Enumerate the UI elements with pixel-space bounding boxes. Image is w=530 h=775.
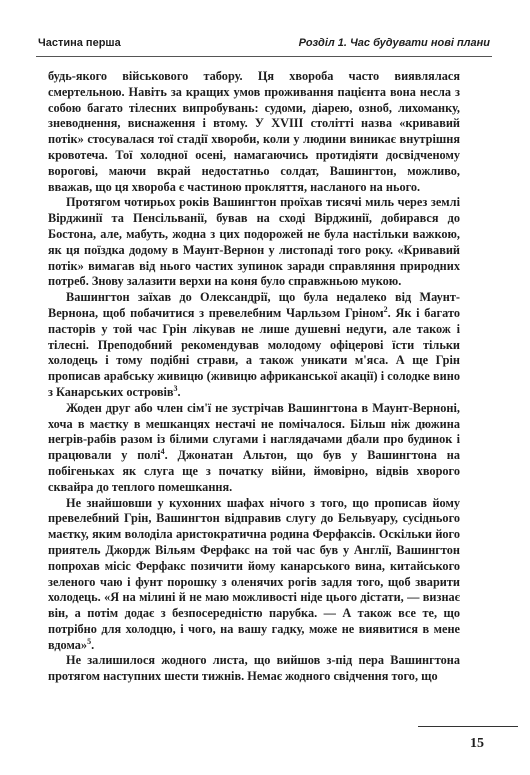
footnote-ref: 4 (160, 447, 165, 457)
footnote-ref: 3 (173, 383, 178, 393)
chapter-title: Розділ 1. Час будувати нові плани (298, 37, 490, 49)
paragraph-2: Протягом чотирьох років Вашингтон проїхав тисячі миль через землі Вірджинії та Пенсільванії, бував на сході Вірджинії, добирався до Бостона, але, мабуть, жодна з цих подорожей не була настільки важкою, як ця поїздка додому в Маунт-Вернон у листопаді того року. «Кривавий потік» вимагав від нього частих зупинок заради справляння природних потреб. Знову залазити верхи на коня було справжньою мукою. (48, 195, 460, 289)
paragraph-6: Не залишилося жодного листа, що вийшов з-під пера Вашингтона протягом наступних шести тижнів. Немає жодного свідчення того, що (48, 653, 460, 684)
page-number: 15 (470, 736, 484, 751)
paragraph-1: будь-якого військового табору. Ця хвороба часто виявлялася смертельною. Навіть за кращих умов проживання пацієнта вона несла з собою багато тілесних випробувань: судоми, діарею, озноб, лихоманку, зневоднення, виснаження і втому. У XVIII столітті назва «кривавий потік» стосувалася тої стадії хвороби, коли у людини виникає внутрішня кровотеча. Тої холодної осені, намагаючись протидіяти досвідченому ворогові, маючи вкрай недостатньо солдат, Вашингтон, можливо, вважав, що ця хвороба є частиною прокляття, насланого на нього. (48, 69, 460, 194)
paragraph-5: Не знайшовши у кухонних шафах нічого з того, що прописав йому превелебний Грін, Вашингтон відправив слугу до Бельвуару, сусіднього маєтку, яким володіла аристократична родина Ферфаксів. Оскільки його приятель Джордж Вільям Ферфакс на той час був у Англії, Вашингтон попрохав місіс Ферфакс позичити йому канарського вина, китайського зеленого чаю і фунт порошку з оленячих рогів задля того, щоб зварити холодець. «Я на мілині й не маю можливості ніде цього дістати, — визнає він, а потім додає з безпосередністю парубка. — А також все те, що потрібно для холодцю, і чого, на вашу гадку, може не виявитися в мене вдома»$^5$. (48, 495, 460, 652)
footnote-ref: 2 (383, 304, 388, 314)
running-header (36, 34, 492, 57)
footer-divider (418, 726, 518, 727)
body-text (48, 69, 460, 685)
paragraph-3: Вашингтон заїхав до Олександрії, що була недалеко від Маунт-Вернона, щоб побачитися з превелебним Чарльзом Гріном$^2$. Як і багато пасторів у той час Грін лікував не лише душевні недуги, але також і тілесні. Преподобний рекомендував молодому офіцерові їсти тільки холодець і тому подібні страви, а також уникати м'яса. А ще Грін прописав арабську живицю (живицю африканської акації) і солодке вино з Канарських островів$^3$. (48, 290, 460, 399)
footnote-ref: 5 (87, 636, 92, 646)
part-title: Частина перша (38, 37, 121, 49)
paragraph-4: Жоден друг або член сім'ї не зустрічав Вашингтона в Маунт-Верноні, хоча в маєтку в мешканцях нестачі не помічалося. Більш ніж дюжина негрів-рабів разом із білими слугами і наглядачами дбали про будинок і працювали у полі$^4$. Джонатан Альтон, що був у Вашингтона на побігеньках як слуга ще з початку війни, ймовірно, відвів хворого сквайра до теплого помешкання. (48, 400, 461, 494)
